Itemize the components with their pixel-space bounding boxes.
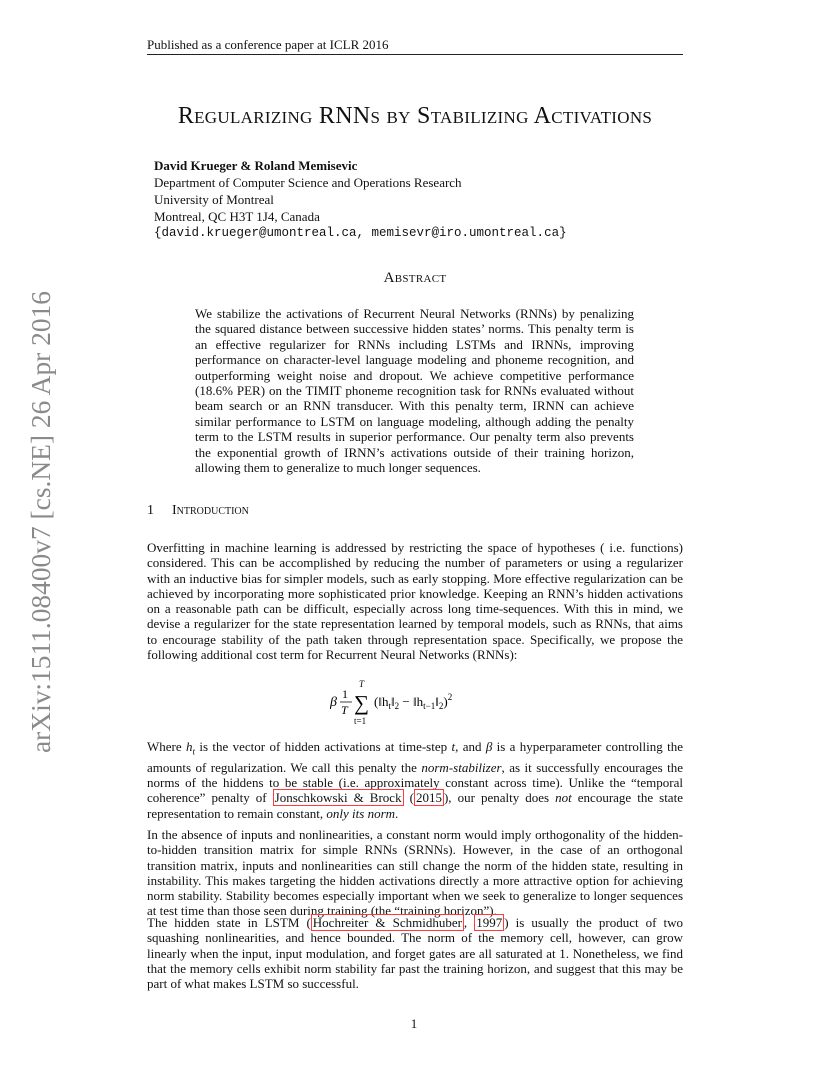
author-address: Montreal, QC H3T 1J4, Canada <box>154 209 320 224</box>
author-department: Department of Computer Science and Operations Research <box>154 175 462 190</box>
eq-sum-lower: t=1 <box>354 716 367 726</box>
author-block <box>154 157 567 242</box>
citation-year-link-2015[interactable]: 2015 <box>415 790 442 806</box>
running-head: Published as a conference paper at ICLR 2016 <box>147 37 389 52</box>
intro-paragraph-1: Overfitting in machine learning is addressed by restricting the space of hypotheses ( i.e. functions) considered. This can be accomplished by reducing the number of parameters or using a regularizer with an inductive bias for simpler models, such as early stopping. More effective regularization can be achieved by incorporating more sophisticated prior knowledge. Keeping an RNN’s hidden activations on a reasonable path can be difficult, especially across long time-sequences. With this in mind, we devise a regularizer for the state representation learned by temporal models, such as RNNs, that aims to encourage stability of the path taken through representation space. Specifically, we propose the following additional cost term for Recurrent Neural Networks (RNNs): <box>147 540 683 663</box>
arxiv-identifier-text: arXiv:1511.08400v7 [cs.NE] 26 Apr 2016 <box>26 298 56 753</box>
citation-year-link-1997[interactable]: 1997 <box>476 915 503 930</box>
page-number: 1 <box>410 1016 418 1031</box>
eq-beta: β <box>330 695 337 710</box>
eq-fraction-denominator: T <box>341 703 348 717</box>
paper-title: Regularizing RNNs by Stabilizing Activations <box>177 103 653 129</box>
citation-link-jonschkowski[interactable]: Jonschkowski & Brock <box>274 790 402 806</box>
arxiv-identifier-stamp <box>20 288 60 758</box>
eq-sum-symbol: ∑ <box>354 691 369 715</box>
intro-paragraph-3: In the absence of inputs and nonlinearities, a constant norm would imply orthogonality of the hidden-to-hidden transition matrix for simple RNNs (SRNNs). However, in the case of an orthogonal transition matrix, inputs and nonlinearities can still change the norm of the hidden state, resulting in instability. This makes targeting the hidden activations directly a more attractive option for achieving norm stability. Stability becomes especially important when we seek to generalize to longer sequences at test time than those seen during training (the “training horizon”). <box>147 827 683 919</box>
author-university: University of Montreal <box>154 192 274 207</box>
eq-fraction-numerator: 1 <box>342 687 348 701</box>
section-title: Introduction <box>172 503 249 518</box>
intro-paragraph-4: The hidden state in LSTM ( Hochreiter & Schmidhuber , 1997 ) is usually the product of two squashing nonlinearities, and hence bounded. The norm of the memory cell, however, can grow linearly when the input, input modulation, and forget gates are all saturated at 1. Nonetheless, we find that the memory cells exhibit norm stability far past the training horizon, and suggest that this may be part of what makes LSTM so successful. <box>147 915 684 992</box>
eq-body: ($‖h_t‖_2$ − $‖h_{t-1}‖_2)^2$ <box>374 692 453 711</box>
author-names: David Krueger & Roland Memisevic <box>154 158 358 173</box>
citation-link-hochreiter[interactable]: Hochreiter & Schmidhuber <box>312 915 462 930</box>
author-emails: {david.krueger@umontreal.ca, memisevr@iro.umontreal.ca} <box>154 226 567 240</box>
intro-paragraph-2: Where $h_t$ is the vector of hidden activations at time-step t, and β is a hyperparameter controlling the amounts of regularization. We call this penalty the norm-stabilizer, as it successfully encourages the norms of the hiddens to be stable (i.e. approximately constant across time). Unlike the “temporal coherence” penalty of Jonschkowski & Brock ( 2015 ), our penalty does not encourage the state representation to remain constant, only its norm. <box>147 739 683 821</box>
section-number: 1 <box>147 503 154 518</box>
header-rule <box>147 54 683 55</box>
abstract-heading: Abstract <box>383 270 447 286</box>
section-heading-introduction <box>147 503 249 519</box>
eq-sum-upper: T <box>359 679 365 689</box>
abstract-body: We stabilize the activations of Recurrent Neural Networks (RNNs) by penalizing the squared distance between successive hidden states’ norms. This penalty term is an effective regularizer for RNNs including LSTMs and IRNNs, improving performance on character-level language modeling and phoneme recognition, and outperforming weight noise and dropout. We achieve competitive performance (18.6% PER) on the TIMIT phoneme recognition task for RNNs evaluated without beam search or an RNN transducer. With this penalty term, IRNN can achieve similar performance to LSTM on language modeling, although adding the penalty term to the LSTM results in superior performance. Our penalty term also prevents the exponential growth of IRNN’s activations outside of their training horizon, allowing them to generalize to much longer sequences. <box>195 306 634 476</box>
norm-stabilizer-equation <box>330 676 510 728</box>
